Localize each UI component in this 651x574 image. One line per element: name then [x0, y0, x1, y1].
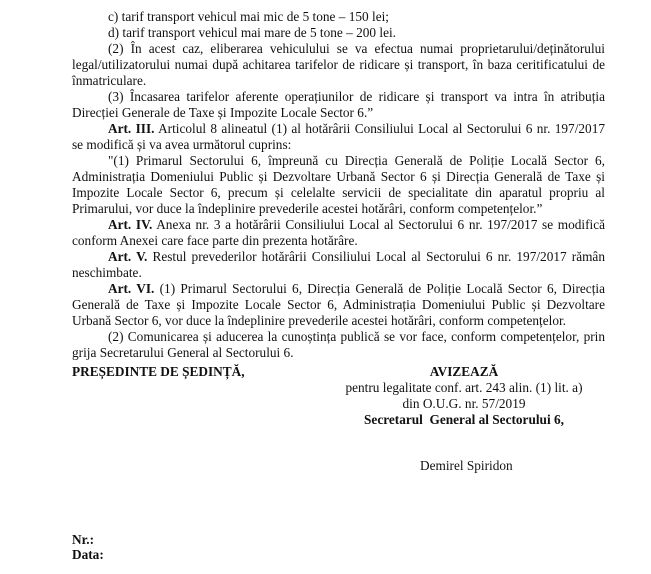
paragraph-tarif-c: c) tarif transport vehicul mai mic de 5 tone – 150 lei; [108, 9, 389, 24]
article-3-text: Articolul 8 alineatul (1) al hotărârii Consiliului Local al Sectorului 6 nr. 197/2017 se modifică și va avea următorul cuprins: [72, 121, 605, 152]
president-label: PREȘEDINTE DE ȘEDINȚĂ, [72, 364, 245, 379]
date-label: Data: [72, 547, 104, 562]
paragraph-alin-2: (2) În acest caz, eliberarea vehiculului se va efectua numai proprietarului/deținătorului legal/utilizatorului numai după achitarea tarifelor de ridicare și transport, în baza ceritificatului de înmatriculare. [72, 41, 605, 88]
secretary-name: Demirel Spiridon [420, 458, 513, 473]
article-3-quote: "(1) Primarul Sectorului 6, împreună cu Direcția Generală de Poliție Locală Sector 6, Administrația Domeniului Public și Dezvoltare Urbană Sector 6 și Direcția Generală de Taxe și Impozite Locale Sector 6, precum și celelalte servicii de specialitate din aparatul propriu al Primarului, vor duce la îndeplinire prevederile acestei hotărâri, conform competențelor.” [72, 153, 605, 216]
article-4-label: Art. IV. [108, 217, 153, 232]
paragraph-alin-3: (3) Încasarea tarifelor aferente operațiunilor de ridicare și transport va intra în atribuția Direcției Generale de Taxe și Impozite Locale Sector 6.” [72, 89, 605, 120]
article-5 [72, 249, 605, 281]
article-6 [72, 281, 605, 329]
registration-footer [72, 532, 104, 562]
number-label: Nr.: [72, 532, 95, 547]
signature-block [72, 364, 605, 484]
article-3-label: Art. III. [108, 121, 155, 136]
article-5-label: Art. V. [108, 249, 148, 264]
endorsement-block [334, 364, 594, 428]
article-6-text: (1) Primarul Sectorului 6, Direcția Generală de Poliție Locală Sector 6, Direcția Generală de Taxe și Impozite Locale Sector 6, Administrația Domeniului Public și Dezvoltare Urbană Sector 6, vor duce la îndeplinire prevederile acestei hotărâri, conform competențelor. [72, 281, 605, 328]
article-3 [72, 121, 605, 153]
endorsement-legal-basis: pentru legalitate conf. art. 243 alin. (1) lit. a) [345, 380, 583, 395]
article-6-alin-2: (2) Comunicarea și aducerea la cunoștința publică se vor face, conform competențelor, prin grija Secretarului General al Sectorului 6. [72, 329, 605, 360]
secretary-role: Secretarul General al Sectorului 6, [364, 412, 564, 427]
article-4 [72, 217, 605, 249]
article-6-label: Art. VI. [108, 281, 155, 296]
endorsement-title: AVIZEAZĂ [429, 364, 499, 379]
document-body [72, 9, 605, 361]
article-4-text: Anexa nr. 3 a hotărârii Consiliului Local al Sectorului 6 nr. 197/2017 se modifică conform Anexei care face parte din prezenta hotărâre. [72, 217, 606, 248]
article-5-text: Restul prevederilor hotărârii Consiliului Local al Sectorului 6 nr. 197/2017 rămân neschimbate. [72, 249, 605, 280]
paragraph-tarif-d: d) tarif transport vehicul mai mare de 5 tone – 200 lei. [108, 25, 397, 40]
endorsement-ordinance: din O.U.G. nr. 57/2019 [402, 396, 526, 411]
